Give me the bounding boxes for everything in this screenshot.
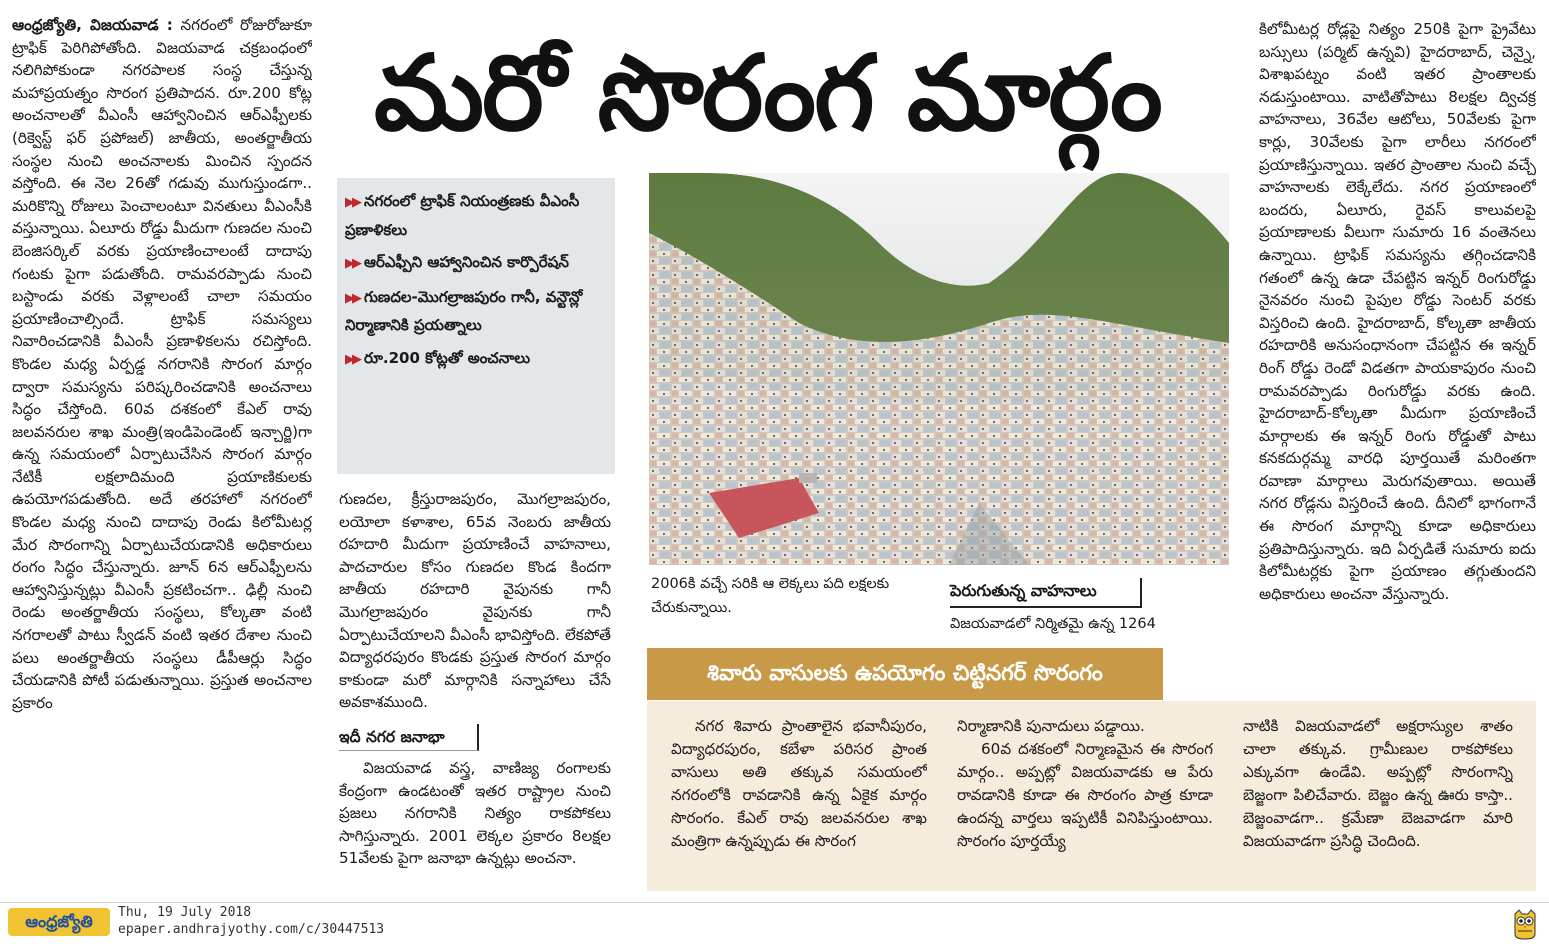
edition-date: Thu, 19 July 2018 — [118, 905, 252, 920]
vehicles-box — [950, 578, 1226, 636]
double-triangle-arrow-icon: ▶▶ — [345, 195, 359, 210]
article-column-right — [1259, 18, 1536, 698]
subheading-banner: శివారు వాసులకు ఉపయోగం చిట్టినగర్ సొరంగం — [647, 648, 1163, 700]
footer-bar — [0, 902, 1549, 942]
byline: ఆంధ్రజ్యోతి, విజయవాడ : — [12, 16, 173, 34]
article-column-middle — [339, 488, 611, 716]
article-paragraph — [12, 14, 312, 714]
owl-icon[interactable] — [1511, 908, 1539, 940]
double-triangle-arrow-icon: ▶▶ — [345, 351, 359, 367]
photo-caption: 2006కి వచ్చే సరికి ఆ లెక్కలు పది లక్షలకు చేరుకున్నాయి. — [651, 576, 890, 616]
headline: మరో సొరంగ మార్గం — [374, 32, 1161, 154]
double-triangle-arrow-icon: ▶▶ — [345, 256, 359, 271]
article-column-left — [12, 14, 312, 894]
vehicles-text: విజయవాడలో నిర్మితమై ఉన్న 1264 — [950, 616, 1156, 632]
article-paragraph: గుణదల, క్రీస్తురాజపురం, మొగల్రాజపురం, లయోలా కళాశాల, 65వ నెంబరు జాతీయ రహదారి మీదుగా ప్రయాణించే వాహనాలు, పాదచారుల కోసం గుణదల కొండ కిందగా జాతీయ రహదారి వైపునకు గానీ మొగల్రాజపురం వైపునకు గానీ ఏర్పాటుచేయాలని వీఎంసీ భావిస్తోంది. లేకపోతే విద్యాధరపురం కొండకు ప్రస్తుత సొరంగ మార్గం కాకుండా మరో మార్గానికి సన్నాహాలు చేసే అవకాశముంది. — [339, 490, 611, 712]
andhrajyothy-logo[interactable]: ఆంధ్రజ్యోతి — [8, 908, 110, 936]
city-photo — [649, 173, 1229, 565]
double-triangle-arrow-icon: ▶▶ — [345, 290, 359, 306]
subheading-population: ఇదీ నగర జనాభా — [339, 724, 479, 751]
highlight-item — [345, 284, 607, 339]
highlight-text: ఆర్ఎఫ్పీని ఆహ్వానించిన కార్పొరేషన్ — [364, 253, 569, 271]
article-paragraph: నిర్మాణానికి పునాదులు పడ్డాయి. — [957, 717, 1145, 735]
article-paragraph: 60వ దశకంలో నిర్మాణమైన ఈ సొరంగ మార్గం.. అప్పట్లో విజయవాడకు ఆ పేరు రావడానికి కూడా ఈ సొరంగం పాత్ర కూడా ఉందన్న వార్తలు ఇప్పటికీ వినిపిస్తుంటాయి. సొరంగం పూర్తయ్యే — [957, 740, 1213, 850]
highlight-text: నగరంలో ట్రాఫిక్ నియంత్రణకు వీఎంసీ ప్రణాళికలు — [345, 192, 580, 239]
highlight-item — [345, 188, 607, 243]
sidebar-story-box — [647, 701, 1536, 891]
highlights-box — [337, 178, 615, 474]
highlight-text: గుణదల-మొగల్రాజపురం గానీ, వన్టౌన్లో నిర్మాణానికి ప్రయత్నాలు — [345, 287, 583, 334]
article-paragraph: కిలోమీటర్ల రోడ్లపై నిత్యం 250కి పైగా ప్రైవేటు బస్సులు (పర్మిట్ ఉన్నవి) హైదరాబాద్, చెన్నై, విశాఖపట్నం వంటి ఇతర ప్రాంతాలకు నడుస్తుంటాయి. వాటితోపాటు 8లక్షల ద్విచక్ర వాహనాలు, 36వేల ఆటోలు, 50వేలకు పైగా కార్లు, 30వేలకు పైగా లారీలు నగరంలో ప్రయాణిస్తున్నాయి. ఇతర ప్రాంతాల నుంచి వచ్చే వాహనాలకు లెక్కేలేదు. నగర ప్రయాణంలో బందరు, ఏలూరు, రైవస్ కాలువలపై ప్రయాణాలకు వీలుగా సుమారు 16 వంతెనలు ఉన్నాయి. ట్రాఫిక్ సమస్యను తగ్గించడానికి గతంలో ఉన్న ఉడా చేపట్టిన ఇన్నర్ రింగురోడ్డు నైనవరం నుంచి పైపుల రోడ్డు సెంటర్ వరకు విస్తరించి ఉంది. హైదరాబాద్, కోల్కతా జాతీయ రహదారికి అనుసంధానంగా చేపట్టిన ఈ ఇన్నర్ రింగ్ రోడ్డు రెండో విడతగా పాయకాపురం నుంచి రామవరప్పాడు రింగురోడ్డు వరకు ఉంది. హైదరాబాద్-కోల్కతా మీదుగా ప్రయాణించే మార్గాలకు ఈ ఇన్నర్ రింగు రోడ్డుతో పాటు కనకదుర్గమ్మ వారధి పూర్తయితే మరింతగా రవాణా మార్గాలు మెరుగవుతాయి. అయితే నగర రోడ్లను విస్తరించే ఉంది. దీనిలో భాగంగానే ఈ సొరంగ మార్గాన్ని కూడా అధికారులు ప్రతిపాదిస్తున్నారు. ఇది ఏర్పడితే సుమారు ఐదు కిలోమీటర్లకు పైగా ప్రయాణం తగ్గుతుందని అధికారులు అంచనా వేస్తున్నారు. — [1259, 20, 1536, 603]
population-column — [339, 757, 611, 892]
article-paragraph: విజయవాడ వస్త్ర, వాణిజ్య రంగాలకు కేంద్రంగా ఉండటంతో ఇతర రాష్ట్రాల నుంచి ప్రజలు నగరానికి నిత్యం రాకపోకలు సాగిస్తున్నారు. 2001 లెక్కల ప్రకారం 8లక్షల 51వేలకు పైగా జనాభా ఉన్నట్లు అంచనా. — [339, 759, 611, 868]
epaper-url-link[interactable]: epaper.andhrajyothy.com/c/30447513 — [118, 922, 385, 937]
article-paragraph: నాటికి విజయవాడలో అక్షరాస్యుల శాతం చాలా తక్కువ. గ్రామీణుల రాకపోకలు ఎక్కువగా ఉండేవి. అప్పట్లో సొరంగాన్ని బెజ్జంగా పిలిచేవారు. బెజ్జం ఉన్న ఊరు కాస్తా.. బెజ్జంవాడగా.. క్రమేణా బెజవాడగా మారి విజయవాడగా ప్రసిద్ధి చెందింది. — [1243, 717, 1513, 850]
highlight-item — [345, 249, 607, 278]
highlight-text: రూ.200 కోట్లతో అంచనాలు — [364, 348, 531, 367]
article-paragraph: నగర శివారు ప్రాంతాలైన భవానీపురం, విద్యాధరపురం, కబేళా పరిసర ప్రాంత వాసులు అతి తక్కువ సమయంలో నగరంలోకి రావడానికి ఉన్న ఏకైక మార్గం సొరంగం. కేఎల్ రావు జలవనరుల శాఖ మంత్రిగా ఉన్నప్పుడు ఈ సొరంగ — [671, 717, 927, 850]
subheading-vehicles: పెరుగుతున్న వాహనాలు — [950, 578, 1142, 608]
story-column — [1243, 715, 1513, 885]
story-column — [671, 715, 927, 885]
story-column — [957, 715, 1213, 885]
article-text: నగరంలో రోజురోజుకూ ట్రాఫిక్ పెరిగిపోతోంది. విజయవాడ చక్రబంధంలో నలిగిపోకుండా నగరపాలక సంస్థ చేస్తున్న మహాప్రయత్నం సొరంగ ప్రతిపాదన. రూ.200 కోట్ల అంచనాలతో వీఎంసీ ఆహ్వానించిన ఆర్ఎఫ్పీలకు (రిక్వెస్ట్ ఫర్ ప్రపోజల్) జాతీయ, అంతర్జాతీయ సంస్థల నుంచి అంచనాలకు మించిన స్పందన వస్తోంది. ఈ నెల 26తో గడువు ముగుస్తుండగా.. మరికొన్ని రోజులు పెంచాలంటూ వినతులు వీఎంసీకి వస్తున్నాయి. ఏలూరు రోడ్డు మీదుగా గుణదల నుంచి బెంజిసర్కిల్ వరకు ప్రయాణించాలంటే దాదాపు గంటకు పైగా పడుతోంది. రామవరప్పాడు నుంచి బస్టాండు వరకు వెళ్లాలంటే చాలా సమయం ప్రయాణించాల్సిందే. ట్రాఫిక్ సమస్యలు నివారించడానికి వీఎంసీ ప్రణాళికలను రచిస్తోంది. కొండల మధ్య ఏర్పడ్డ నగరానికి సొరంగ మార్గం ద్వారా సమస్యను పరిష్కరించడానికి అంచనాలు సిద్ధం చేస్తోంది. 60వ దశకంలో కేఎల్ రావు జలవనరుల శాఖ మంత్రి(ఇండిపెండెంట్ ఇన్చార్జి)గా ఉన్న సమయంలో ఏర్పాటుచేసిన సొరంగ మార్గం నేటికీ లక్షలాదిమంది ప్రయాణికులకు ఉపయోగపడుతోంది. అదే తరహాలో నగరంలో కొండల మధ్య నుంచి దాదాపు రెండు కిలోమీటర్ల మేర సొరంగాన్ని ఏర్పాటుచేయడానికి అధికారులు రంగం సిద్ధం చేస్తున్నారు. జూన్ 6న ఆర్ఎఫ్పీలను ఆహ్వానిస్తున్నట్లు వీఎంసీ ప్రకటించగా.. ఢిల్లీ నుంచి రెండు అంతర్జాతీయ సంస్థలు, కోల్కతా వంటి నగరాలతో పాటు స్వీడన్ వంటి ఇతర దేశాల నుంచి పలు అంతర్జాతీయ సంస్థలు డీపీఆర్లు సిద్ధం చేయడానికి పోటీ పడుతున్నాయి. ప్రస్తుత అంచనాల ప్రకారం — [12, 16, 312, 712]
highlight-item — [345, 345, 607, 374]
